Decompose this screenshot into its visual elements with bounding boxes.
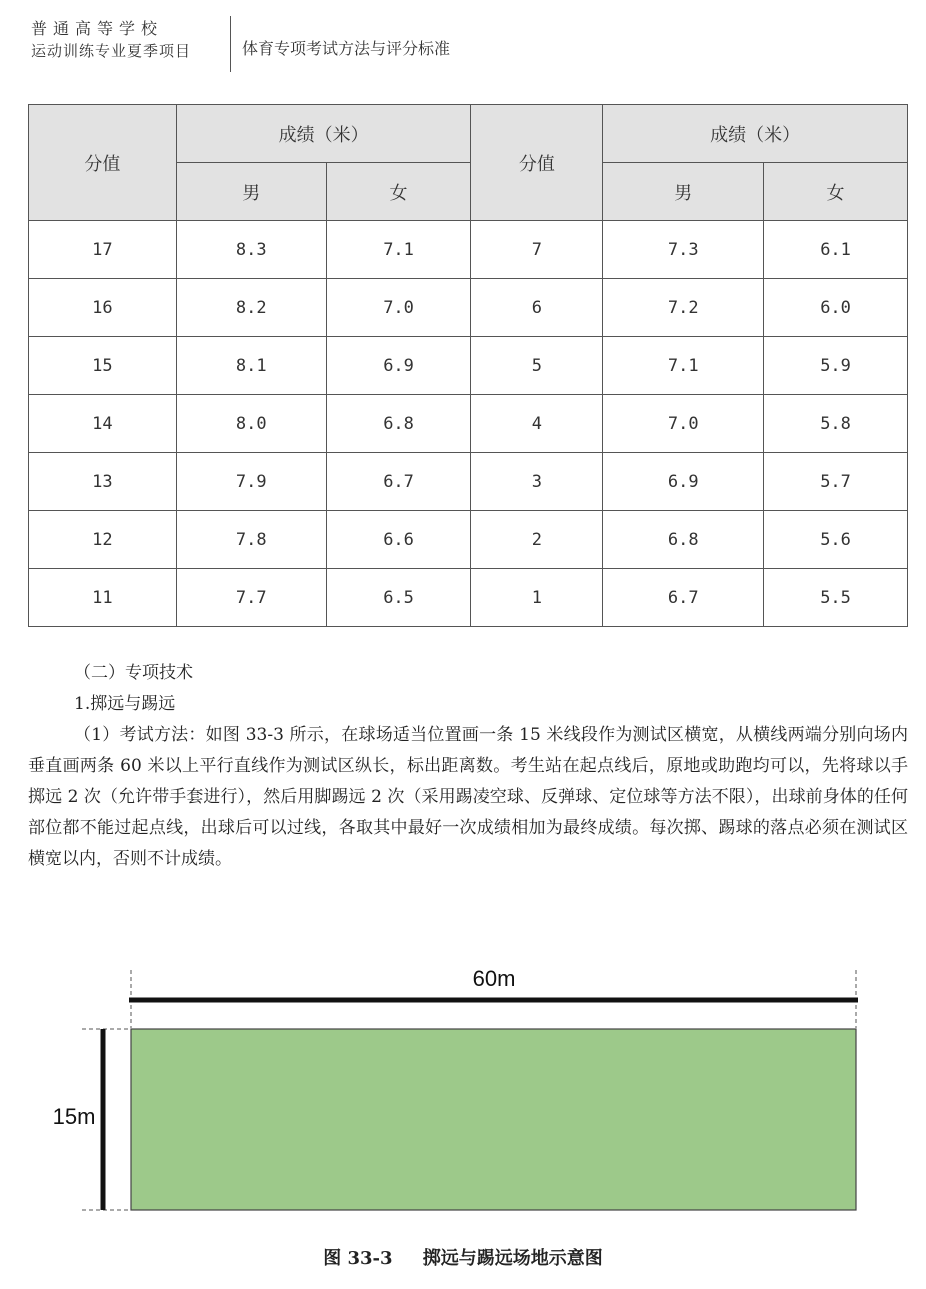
table-row (29, 453, 908, 511)
male-cell: 7.7 (176, 569, 326, 627)
score-cell: 13 (29, 453, 177, 511)
header-school-line1: 普通高等学校 (31, 19, 164, 38)
test-field-area (131, 1029, 856, 1210)
female-cell: 5.5 (764, 569, 908, 627)
table-row (29, 279, 908, 337)
male-cell: 7.1 (603, 337, 764, 395)
male-cell: 6.7 (603, 569, 764, 627)
score-table (28, 104, 908, 627)
table-row (29, 569, 908, 627)
section-heading: （二）专项技术 (74, 663, 193, 683)
header-score-right: 分值 (471, 105, 603, 221)
female-cell: 5.9 (764, 337, 908, 395)
header-male-left: 男 (176, 163, 326, 221)
score-cell: 1 (471, 569, 603, 627)
score-cell: 14 (29, 395, 177, 453)
width-label: 15m (52, 1104, 96, 1129)
score-cell: 2 (471, 511, 603, 569)
caption-number: 图 33-3 (323, 1248, 393, 1269)
table-row (29, 221, 908, 279)
female-cell: 7.0 (326, 279, 471, 337)
header-female-right: 女 (764, 163, 908, 221)
header-result-left: 成绩（米） (176, 105, 471, 163)
male-cell: 6.9 (603, 453, 764, 511)
female-cell: 6.0 (764, 279, 908, 337)
score-cell: 16 (29, 279, 177, 337)
male-cell: 7.3 (603, 221, 764, 279)
female-cell: 6.8 (326, 395, 471, 453)
male-cell: 8.3 (176, 221, 326, 279)
score-cell: 15 (29, 337, 177, 395)
female-cell: 5.7 (764, 453, 908, 511)
male-cell: 7.2 (603, 279, 764, 337)
header-female-left: 女 (326, 163, 471, 221)
caption-title: 掷远与踢远场地示意图 (422, 1248, 603, 1269)
male-cell: 8.0 (176, 395, 326, 453)
table-row (29, 337, 908, 395)
male-cell: 7.8 (176, 511, 326, 569)
score-cell: 5 (471, 337, 603, 395)
table-row (29, 511, 908, 569)
technique-section (28, 658, 908, 875)
female-cell: 6.1 (764, 221, 908, 279)
score-cell: 17 (29, 221, 177, 279)
male-cell: 8.1 (176, 337, 326, 395)
header-divider (230, 16, 231, 72)
female-cell: 5.8 (764, 395, 908, 453)
male-cell: 7.0 (603, 395, 764, 453)
header-subtitle: 体育专项考试方法与评分标准 (242, 39, 451, 58)
section-subheading: 1.掷远与踢远 (74, 694, 176, 714)
score-cell: 3 (471, 453, 603, 511)
female-cell: 6.9 (326, 337, 471, 395)
female-cell: 6.7 (326, 453, 471, 511)
male-cell: 6.8 (603, 511, 764, 569)
score-cell: 12 (29, 511, 177, 569)
figure-caption (0, 1244, 926, 1270)
length-label: 60m (472, 966, 516, 991)
female-cell: 7.1 (326, 221, 471, 279)
header-result-right: 成绩（米） (603, 105, 908, 163)
male-cell: 8.2 (176, 279, 326, 337)
score-cell: 4 (471, 395, 603, 453)
female-cell: 6.6 (326, 511, 471, 569)
test-method-paragraph: （1）考试方法：如图 33-3 所示，在球场适当位置画一条 15 米线段作为测试区横宽，从横线两端分别向场内垂直画两条 60 米以上平行直线作为测试区纵长，标出距离数。考生站在起点线后，原地或助跑均可以，先将球以手掷远 2 次（允许带手套进行），然后用脚踢远 2 次（采用踢凌空球、反弹球、定位球等方法不限），出球前身体的任何部位都不能过起点线，出球后可以过线，各取其中最好一次成绩相加为最终成绩。每次掷、踢球的落点必须在测试区横宽以内，否则不计成绩。 (28, 725, 908, 869)
table-row (29, 395, 908, 453)
score-cell: 11 (29, 569, 177, 627)
header-school (31, 18, 231, 62)
header-male-right: 男 (603, 163, 764, 221)
score-cell: 7 (471, 221, 603, 279)
male-cell: 7.9 (176, 453, 326, 511)
header-score-left: 分值 (29, 105, 177, 221)
field-diagram (0, 960, 926, 1220)
score-cell: 6 (471, 279, 603, 337)
female-cell: 6.5 (326, 569, 471, 627)
header-school-line2: 运动训练专业夏季项目 (31, 42, 192, 60)
female-cell: 5.6 (764, 511, 908, 569)
